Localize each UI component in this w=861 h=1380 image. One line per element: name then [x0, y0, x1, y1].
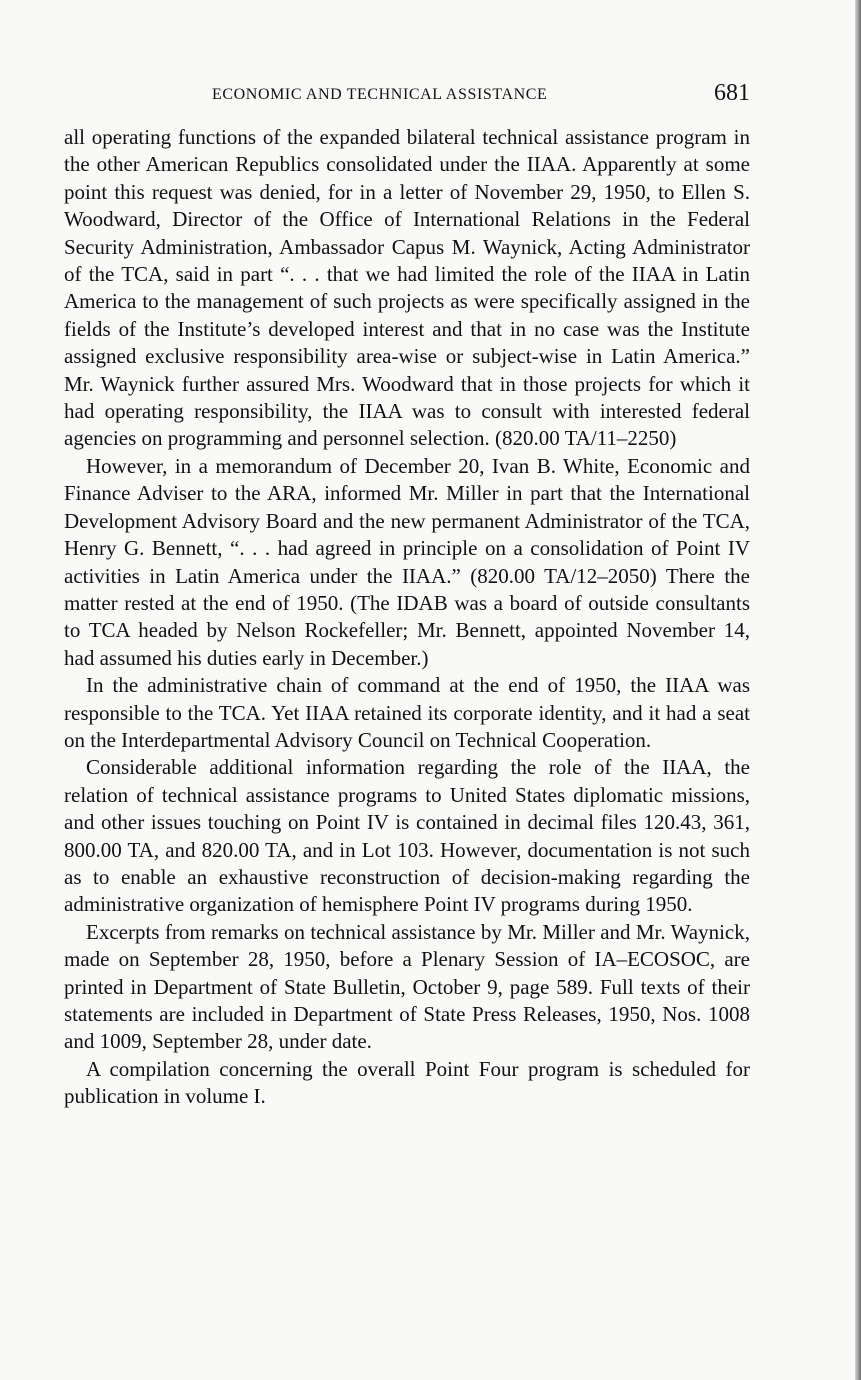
paragraph: A compilation concerning the overall Point Four program is scheduled for publication in volume I. — [64, 1056, 750, 1109]
paragraph: Considerable additional information regarding the role of the IIAA, the relation of technical assistance programs to United States diplomatic missions, and other issues touching on Point IV is contained in decimal files 120.43, 361, 800.00 TA, and 820.00 TA, and in Lot 103. However, documentation is not such as to enable an exhaustive reconstruction of decision-making regarding the administrative organization of hemisphere Point IV programs during 1950. — [64, 755, 750, 917]
scan-edge-shadow — [855, 0, 861, 1380]
body-text — [64, 124, 750, 1111]
paragraph: However, in a memorandum of December 20, Ivan B. White, Economic and Finance Adviser to the ARA, informed Mr. Miller in part that the International Development Advisory Board and the new permanent Administrator of the TCA, Henry G. Bennett, “. . . had agreed in principle on a consolidation of Point IV activities in Latin America under the IIAA.” (820.00 TA/12–2050) There the matter rested at the end of 1950. (The IDAB was a board of outside consultants to TCA headed by Nelson Rockefeller; Mr. Bennett, appointed November 14, had assumed his duties early in December.) — [64, 453, 750, 670]
paragraph: In the administrative chain of command at the end of 1950, the IIAA was responsible to the TCA. Yet IIAA retained its corporate identity, and it had a seat on the Interdepartmental Advisory Council on Technical Cooperation. — [64, 673, 750, 752]
paragraph-continued: all operating functions of the expanded bilateral technical assistance program in the other American Republics consolidated under the IIAA. Apparently at some point this request was denied, for in a letter of November 29, 1950, to Ellen S. Woodward, Director of the Office of International Relations in the Federal Security Administration, Ambassador Capus M. Waynick, Acting Administrator of the TCA, said in part “. . . that we had limited the role of the IIAA in Latin America to the management of such projects as were specifically assigned in the fields of the Institute’s developed interest and that in no case was the Institute assigned exclusive responsibility area-wise or subject-wise in Latin America.” Mr. Waynick further assured Mrs. Woodward that in those projects for which it had operating responsibility, the IIAA was to consult with interested federal agencies on programming and personnel selection. (820.00 TA/11–2250) — [64, 125, 750, 451]
paragraph: Excerpts from remarks on technical assistance by Mr. Miller and Mr. Waynick, made on September 28, 1950, before a Plenary Session of IA–ECOSOC, are printed in Department of State Bulletin, October 9, page 589. Full texts of their statements are included in Department of State Press Releases, 1950, Nos. 1008 and 1009, September 28, under date. — [64, 919, 750, 1054]
running-head — [64, 80, 750, 110]
page-number: 681 — [714, 80, 750, 106]
running-title: ECONOMIC AND TECHNICAL ASSISTANCE — [212, 86, 548, 103]
